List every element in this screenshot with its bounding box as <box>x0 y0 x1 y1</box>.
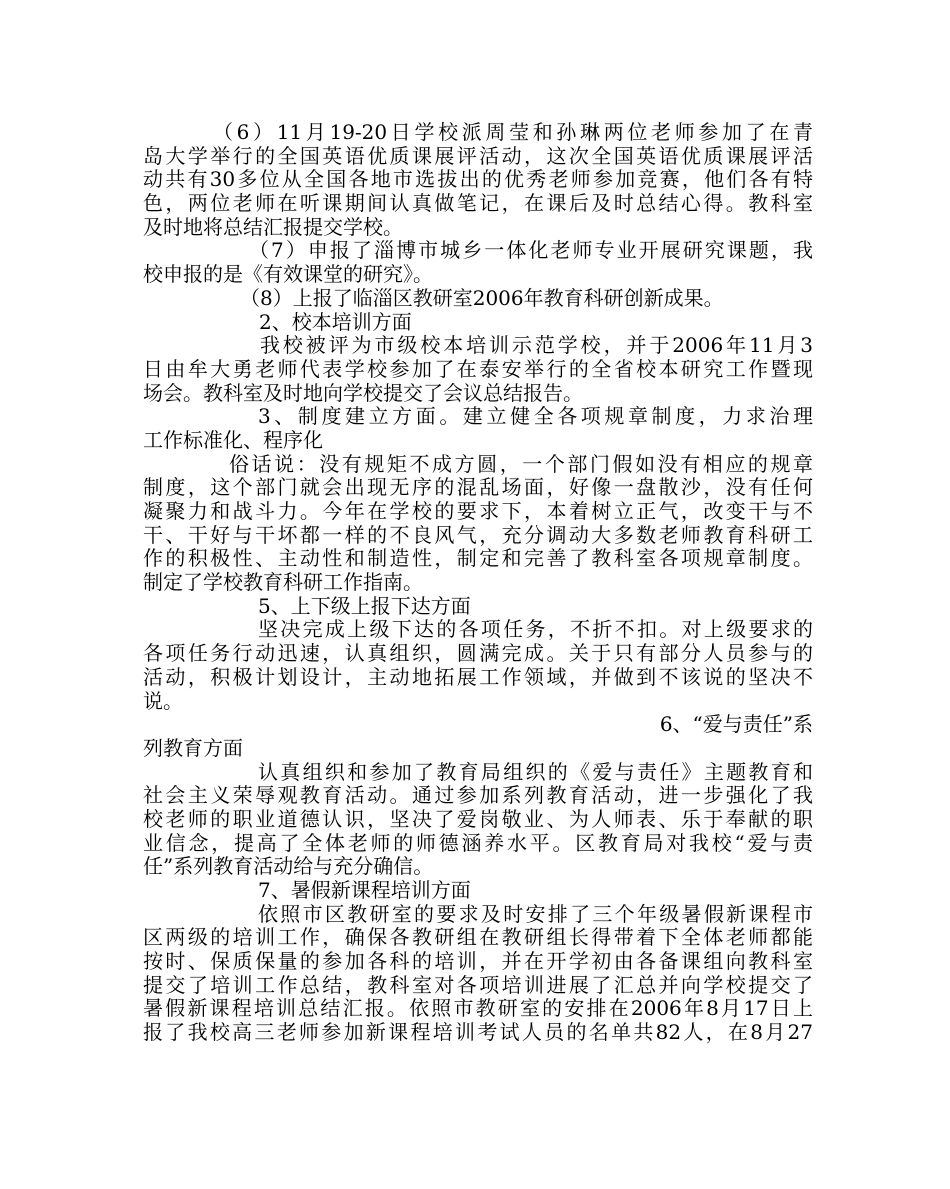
text-line: 7、暑假新课程培训方面 <box>258 878 471 902</box>
text-line: 场会。教科室及时地向学校提交了会议总结报告。 <box>143 380 583 405</box>
text-line: 3、制度建立方面。建立健全各项规章制度，力求治理 <box>258 404 813 429</box>
text-line: 业信念，提高了全体老师的师德涵养水平。区教育局对我校“爱与责 <box>143 830 813 855</box>
text-line: 日由牟大勇老师代表学校参加了在泰安举行的全省校本研究工作暨现 <box>143 356 813 381</box>
text-line: 校老师的职业道德认识，坚决了爱岗敬业、为人师表、乐于奉献的职 <box>143 806 813 831</box>
text-line: 岛大学举行的全国英语优质课展评活动，这次全国英语优质课展评活 <box>143 143 813 168</box>
text-line: 凝聚力和战斗力。今年在学校的要求下，本着树立正气，改变干与不 <box>143 499 813 523</box>
text-line: 社会主义荣辱观教育活动。通过参加系列教育活动，进一步强化了我 <box>143 783 813 808</box>
text-line: 制度，这个部门就会出现无序的混乱场面，好像一盘散沙，没有任何 <box>143 475 813 500</box>
text-line: （6）11月19-20日学校派周莹和孙琳两位老师参加了在青 <box>213 120 813 144</box>
text-line: 俗话说：没有规矩不成方圆，一个部门假如没有相应的规章 <box>229 451 813 476</box>
text-line: 我校被评为市级校本培训示范学校，并于2006年11月3 <box>260 333 813 358</box>
text-line: 色，两位老师在听课期间认真做笔记，在课后及时总结心得。教科室 <box>143 191 813 216</box>
text-line: 各项任务行动迅速，认真组织，圆满完成。关于只有部分人员参与的 <box>143 641 813 666</box>
text-line: 提交了培训工作总结，教科室对各项培训进展了汇总并向学校提交了 <box>143 972 813 997</box>
text-line: 工作标准化、程序化 <box>143 427 323 452</box>
text-line: 区两级的培训工作，确保各教研组在教研组长得带着下全体老师都能 <box>143 925 813 950</box>
text-line: 2、校本培训方面 <box>259 309 412 334</box>
text-line: 报了我校高三老师参加新课程培训考试人员的名单共82人，在8月27 <box>143 1020 813 1045</box>
text-line: 制定了学校教育科研工作指南。 <box>143 570 423 595</box>
text-line: 5、上下级上报下达方面 <box>258 593 471 618</box>
text-line: （7）申报了淄博市城乡一体化老师专业开展研究课题，我 <box>249 238 813 263</box>
text-line: 说。 <box>143 688 183 713</box>
text-line: 按时、保质保量的参加各科的培训，并在开学初由各备课组向教科室 <box>143 949 813 974</box>
text-line: 依照市区教研室的要求及时安排了三个年级暑假新课程市 <box>258 901 813 926</box>
text-line: 及时地将总结汇报提交学校。 <box>143 214 403 239</box>
text-line: 作的积极性、主动性和制造性，制定和完善了教科室各项规章制度。 <box>143 546 813 571</box>
text-line: 列教育方面 <box>143 735 243 760</box>
text-line: （8）上报了临淄区教研室2006年教育科研创新成果。 <box>240 285 724 310</box>
text-line: 活动，积极计划设计，主动地拓展工作领域，并做到不该说的坚决不 <box>143 664 813 689</box>
text-line: 动共有30多位从全国各地市选拔出的优秀老师参加竞赛，他们各有特 <box>143 167 813 192</box>
text-line: 暑假新课程培训总结汇报。依照市教研室的安排在2006年8月17日上 <box>143 996 813 1021</box>
text-line: 坚决完成上级下达的各项任务，不折不扣。对上级要求的 <box>258 617 813 642</box>
text-line: 认真组织和参加了教育局组织的《爱与责任》主题教育和 <box>258 759 813 784</box>
text-line: 干、干好与干坏都一样的不良风气，充分调动大多数老师教育科研工 <box>143 522 813 547</box>
text-line: 任”系列教育活动给与充分确信。 <box>143 854 434 879</box>
text-line: 校申报的是《有效课堂的研究》。 <box>143 262 433 287</box>
text-line: 6、“爱与责任”系 <box>659 712 813 737</box>
document-page <box>143 121 813 1045</box>
